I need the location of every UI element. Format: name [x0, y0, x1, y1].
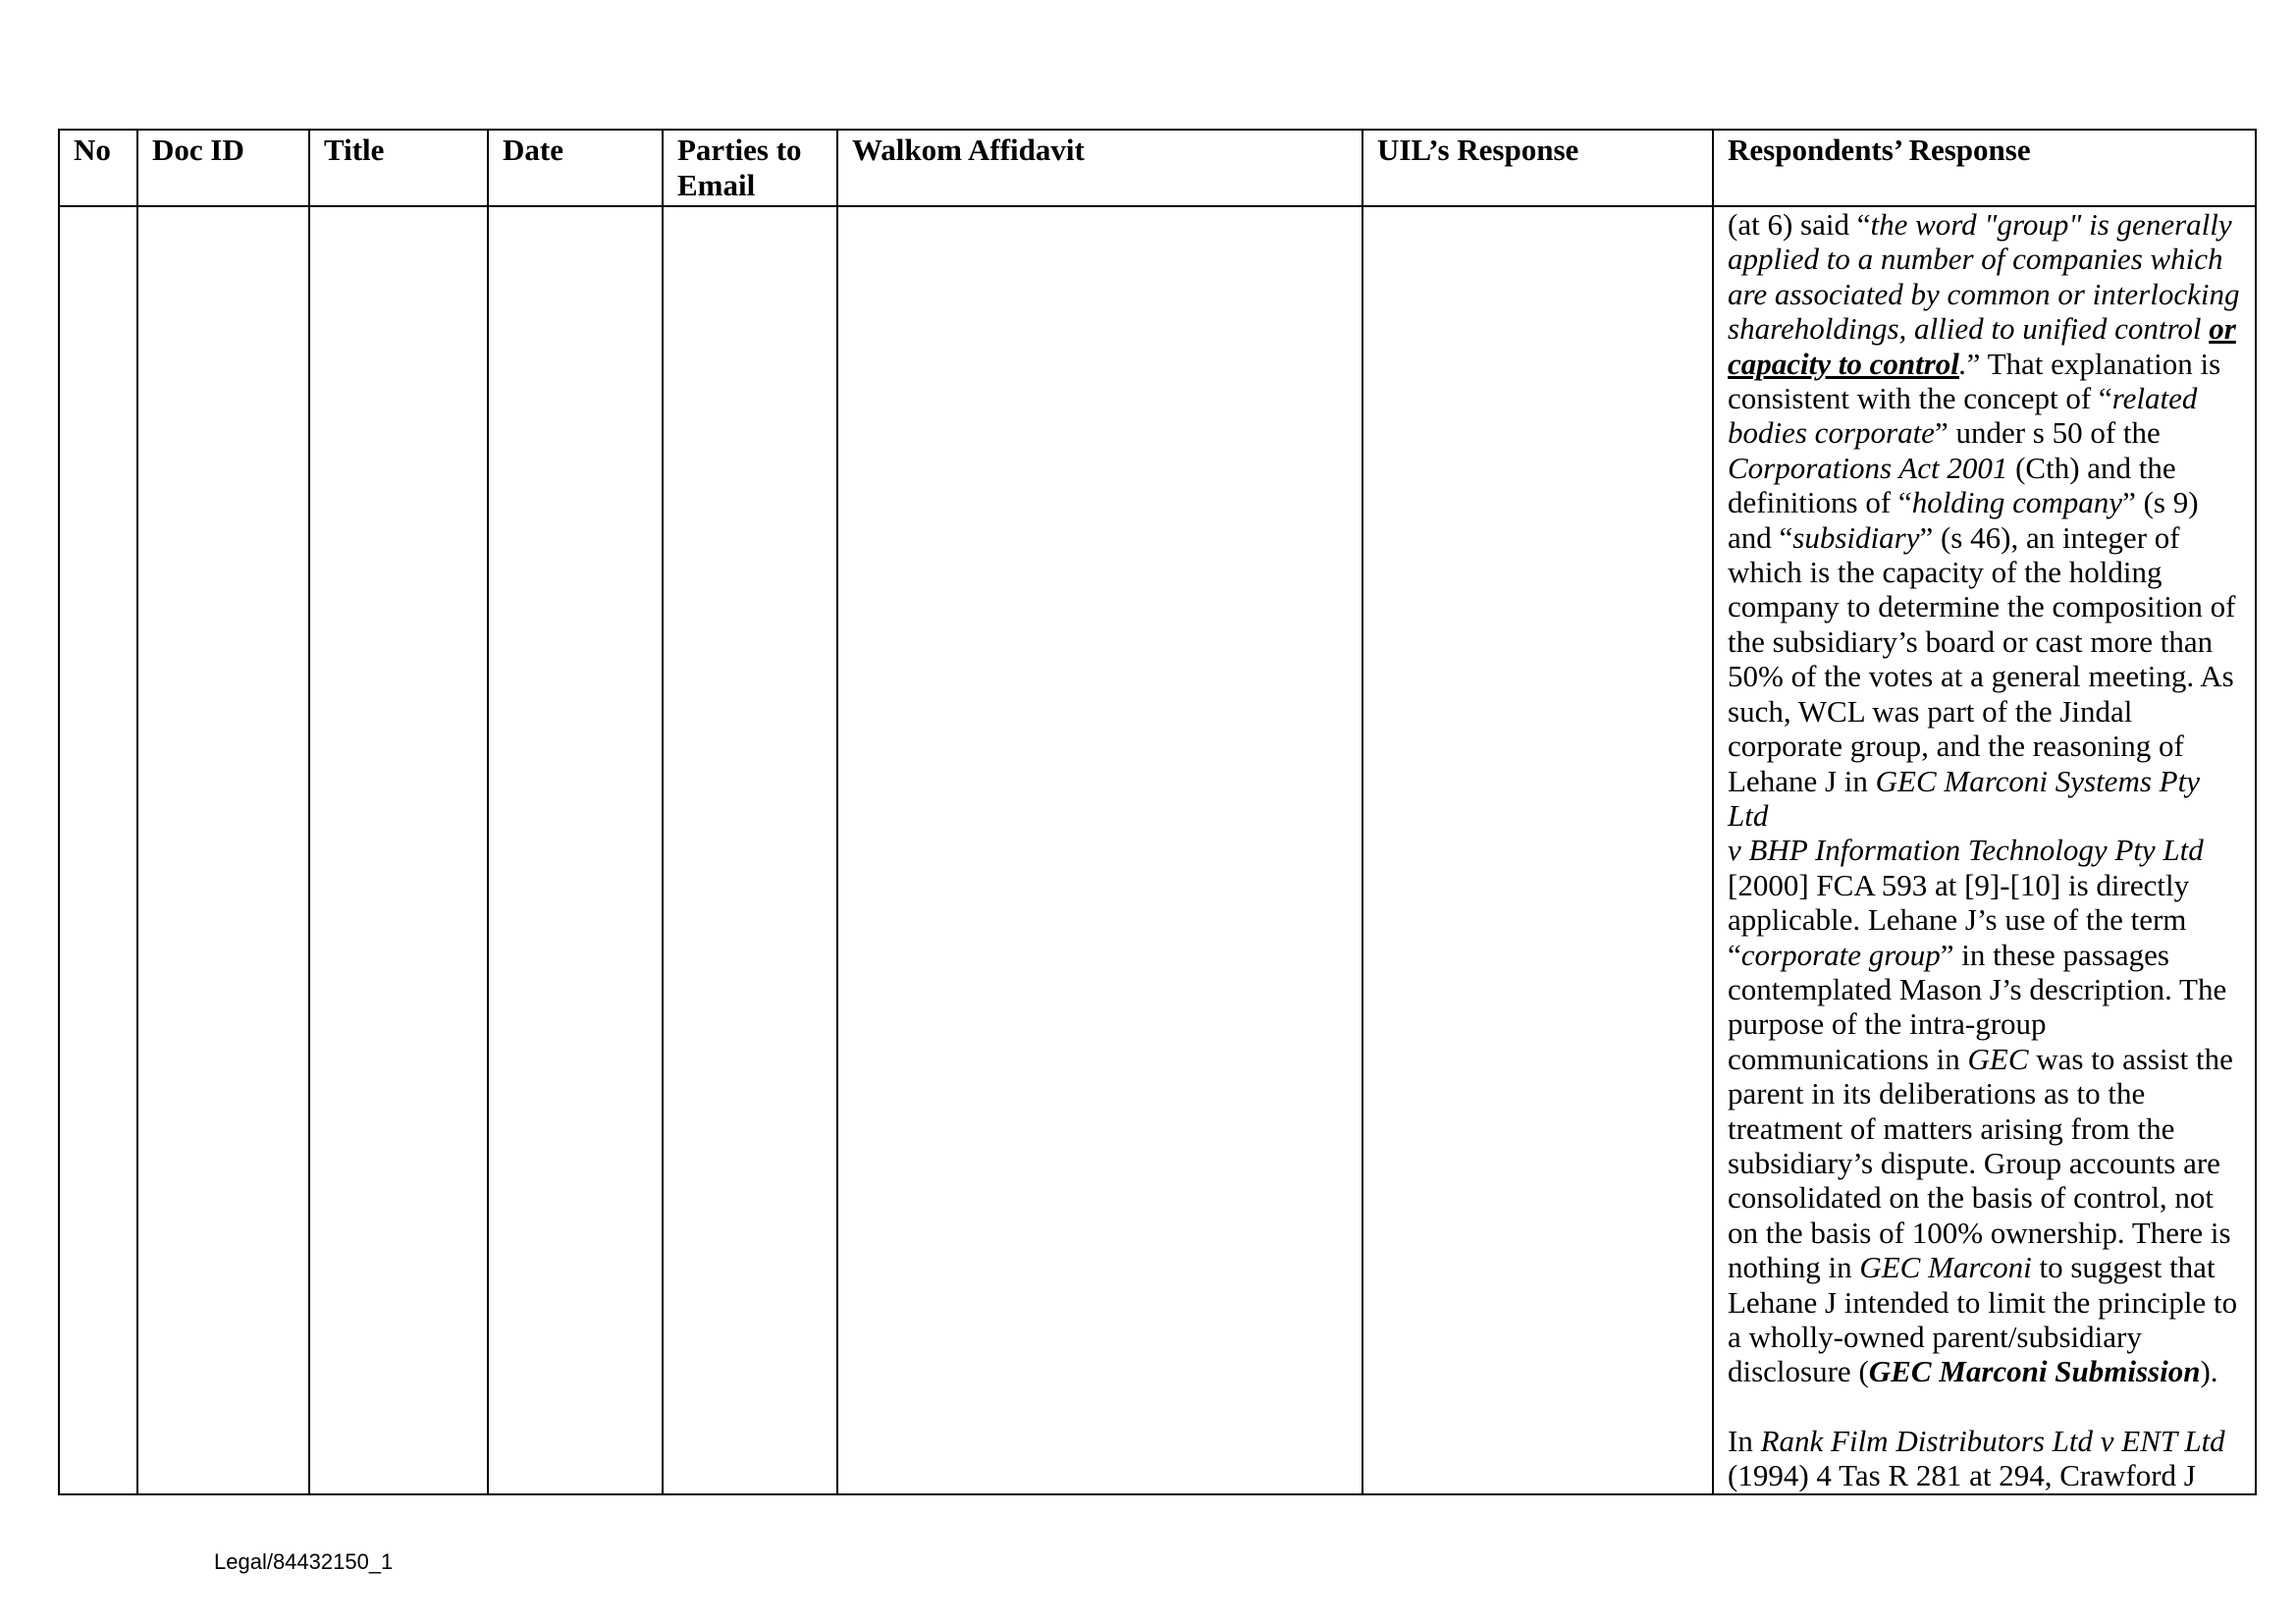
text-run: ” in these passages contemplated Mason J’s description. The purpose of the intra-group communications in — [1728, 937, 2227, 1076]
case-name: Rank Film Distributors Ltd v ENT Ltd — [1760, 1423, 2225, 1458]
term-subsidiary: subsidiary — [1792, 519, 1920, 555]
quote-group-definition: the word "group" is generally applied to a number of companies which are associated by common or interlocking shareholdings, allied to unified control — [1728, 207, 2240, 347]
table-row — [59, 206, 2256, 1494]
header-doc-id: Doc ID — [137, 130, 309, 206]
case-name-part-2: v BHP Information Technology Pty Ltd — [1728, 833, 2204, 868]
header-uil: UIL’s Response — [1362, 130, 1713, 206]
response-paragraph-2 — [1728, 1424, 2241, 1493]
header-date: Date — [488, 130, 663, 206]
paragraph-gap — [1728, 1389, 2241, 1424]
cell-no — [59, 206, 137, 1494]
emphasis-capacity-to-control: or capacity to control — [1728, 311, 2236, 381]
cell-parties — [663, 206, 837, 1494]
case-short-name: GEC — [1967, 1041, 2029, 1076]
term-holding-company: holding company — [1911, 485, 2123, 520]
document-table — [58, 129, 2257, 1495]
text-run: ” (s 9) and “ — [1728, 485, 2199, 555]
text-run: (at 6) said “ — [1728, 207, 1871, 242]
text-run: ” That explanation is consistent with the concept of “ — [1728, 346, 2221, 416]
text-run: was to assist the parent in its deliberations as to the treatment of matters arising from the subsidiary’s dispute. Group accounts are consolidated on the basis of control, not on the basis of 100% ownership. There is nothing in — [1728, 1041, 2233, 1285]
text-run: ). — [2200, 1354, 2218, 1389]
text-run: ” (s 46), an integer of which is the capacity of the holding company to determine the composition of the subsidiary’s board or cast more than 50% of the votes at a general meeting. As such, WCL was part of the Jindal corporate group, and the reasoning of Lehane J in — [1728, 519, 2236, 798]
cell-title — [309, 206, 488, 1494]
header-respondents: Respondents’ Response — [1713, 130, 2256, 206]
cell-date — [488, 206, 663, 1494]
respondents-response-text — [1714, 207, 2255, 1493]
header-no: No — [59, 130, 137, 206]
header-parties: Parties to Email — [663, 130, 837, 206]
case-short-name: GEC Marconi — [1859, 1250, 2032, 1285]
header-walkom: Walkom Affidavit — [837, 130, 1362, 206]
term-corporate-group: corporate group — [1740, 937, 1941, 972]
header-row — [59, 130, 2256, 206]
text-run: (1994) 4 Tas R 281 at 294, Crawford J — [1728, 1458, 2196, 1493]
cell-walkom — [837, 206, 1362, 1494]
cell-uil — [1362, 206, 1713, 1494]
text-run: . — [1958, 346, 1967, 381]
header-title: Title — [309, 130, 488, 206]
term-related-bodies-corporate: related bodies corporate — [1728, 381, 2198, 451]
document-reference: Legal/84432150_1 — [214, 1549, 394, 1574]
cell-doc-id — [137, 206, 309, 1494]
cell-respondents — [1713, 206, 2256, 1494]
text-run: In — [1728, 1423, 1761, 1458]
text-run: [2000] FCA 593 at [9]-[10] is directly applicable. Lehane J’s use of the term “ — [1728, 867, 2190, 972]
response-paragraph-1 — [1728, 207, 2241, 1389]
text-run: to suggest that Lehane J intended to limit the principle to a wholly-owned parent/subsidiary disclosure ( — [1728, 1250, 2238, 1389]
defined-term-gec-marconi-submission: GEC Marconi Submission — [1868, 1354, 2201, 1389]
case-name-part-1: GEC Marconi Systems Pty Ltd — [1728, 763, 2200, 833]
text-run: ” under s 50 of the — [1934, 415, 2161, 451]
statute-name: Corporations Act 2001 — [1728, 450, 2008, 485]
text-run: (Cth) and the definitions of “ — [1728, 450, 2176, 520]
